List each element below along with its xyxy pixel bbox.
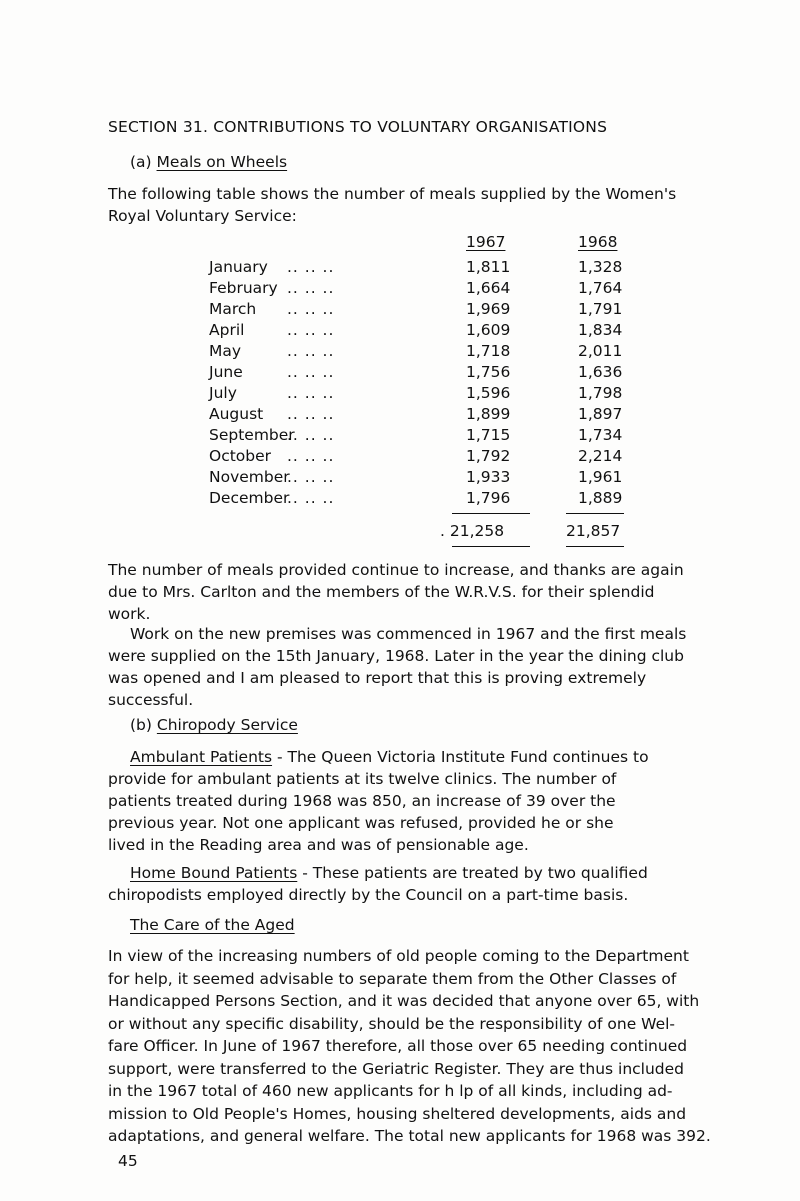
meals-subheading-prefix: (a) bbox=[130, 153, 152, 171]
value-1967: 1,609 bbox=[466, 321, 511, 339]
value-1968: 1,889 bbox=[578, 489, 623, 507]
meals-intro-line: The following table shows the number of meals supplied by the Women's bbox=[108, 185, 677, 203]
text-line: were supplied on the 15th January, 1968. Later in the year the dining club bbox=[108, 647, 684, 665]
text-line: was opened and I am pleased to report that this is proving extremely bbox=[108, 669, 647, 687]
text-line: The number of meals provided continue to increase, and thanks are again bbox=[108, 561, 684, 579]
meals-subheading-title: Meals on Wheels bbox=[156, 153, 288, 171]
value-1967: 1,715 bbox=[466, 426, 511, 444]
text-line: in the 1967 total of 460 new applicants for h lp of all kinds, including ad- bbox=[108, 1082, 673, 1100]
month-label: June bbox=[209, 363, 243, 381]
text-line: Handicapped Persons Section, and it was decided that anyone over 65, with bbox=[108, 992, 700, 1010]
value-1967: 1,792 bbox=[466, 447, 511, 465]
meals-paragraph-2 bbox=[108, 623, 728, 711]
total-rule-top bbox=[452, 513, 530, 514]
homebound-text: - These patients are treated by two qualified bbox=[297, 864, 648, 882]
value-1967: 1,899 bbox=[466, 405, 511, 423]
total-rule-top bbox=[566, 513, 624, 514]
text-line: patients treated during 1968 was 850, an increase of 39 over the bbox=[108, 792, 616, 810]
text-line: Work on the new premises was commenced in 1967 and the first meals bbox=[130, 625, 687, 643]
value-1968: 1,798 bbox=[578, 384, 623, 402]
meals-paragraph-1 bbox=[108, 559, 728, 625]
text-line: successful. bbox=[108, 691, 194, 709]
leader-dots: .. .. .. bbox=[287, 363, 335, 381]
meals-subheading bbox=[130, 153, 287, 171]
column-header-1968: 1968 bbox=[578, 233, 618, 251]
text-line bbox=[108, 862, 728, 884]
leader-dots: .. .. .. bbox=[287, 342, 335, 360]
leader-dots: .. .. .. bbox=[287, 489, 335, 507]
leader-dots: .. .. .. bbox=[287, 405, 335, 423]
text-line: previous year. Not one applicant was refused, provided he or she bbox=[108, 814, 614, 832]
value-1968: 1,636 bbox=[578, 363, 623, 381]
value-1967: 1,796 bbox=[466, 489, 511, 507]
month-label: March bbox=[209, 300, 257, 318]
month-label: July bbox=[209, 384, 237, 402]
value-1968: 1,961 bbox=[578, 468, 623, 486]
total-1967: . 21,258 bbox=[440, 522, 505, 540]
chiropody-subheading-title: Chiropody Service bbox=[156, 716, 298, 734]
value-1967: 1,933 bbox=[466, 468, 511, 486]
meals-intro-line: Royal Voluntary Service: bbox=[108, 207, 297, 225]
month-label: August bbox=[209, 405, 264, 423]
leader-dots: .. .. .. bbox=[287, 468, 335, 486]
month-label: January bbox=[209, 258, 268, 276]
value-1968: 2,214 bbox=[578, 447, 623, 465]
ambulant-paragraph bbox=[108, 746, 728, 856]
aged-heading: The Care of the Aged bbox=[130, 916, 295, 934]
month-label: February bbox=[209, 279, 278, 297]
leader-dots: .. .. .. bbox=[287, 321, 335, 339]
chiropody-subheading bbox=[130, 716, 298, 734]
chiropody-subheading-prefix: (b) bbox=[130, 716, 152, 734]
leader-dots: .. .. .. bbox=[287, 300, 335, 318]
total-rule-bottom bbox=[566, 546, 624, 547]
page-number: 45 bbox=[118, 1152, 138, 1170]
value-1968: 1,734 bbox=[578, 426, 623, 444]
text-line: or without any specific disability, should be the responsibility of one Wel- bbox=[108, 1014, 676, 1033]
text-line: In view of the increasing numbers of old people coming to the Department bbox=[108, 947, 689, 965]
text-line: due to Mrs. Carlton and the members of the W.R.V.S. for their splendid bbox=[108, 583, 655, 601]
value-1968: 1,897 bbox=[578, 405, 623, 423]
text-line: lived in the Reading area and was of pensionable age. bbox=[108, 836, 529, 854]
value-1968: 2,011 bbox=[578, 342, 623, 360]
value-1968: 1,791 bbox=[578, 300, 623, 318]
month-label: October bbox=[209, 447, 272, 465]
leader-dots: .. .. .. bbox=[287, 426, 335, 444]
text-line: fare Officer. In June of 1967 therefore, all those over 65 needing continued bbox=[108, 1037, 688, 1055]
ambulant-label: Ambulant Patients bbox=[130, 748, 273, 766]
value-1967: 1,811 bbox=[466, 258, 511, 276]
homebound-label: Home Bound Patients bbox=[130, 864, 298, 882]
month-label: November bbox=[209, 468, 290, 486]
text-line: mission to Old People's Homes, housing sheltered developments, aids and bbox=[108, 1104, 687, 1123]
leader-dots: .. .. .. bbox=[287, 279, 335, 297]
text-line: chiropodists employed directly by the Council on a part-time basis. bbox=[108, 886, 629, 904]
month-label: April bbox=[209, 321, 245, 339]
total-1968: 21,857 bbox=[566, 522, 621, 540]
value-1968: 1,328 bbox=[578, 258, 623, 276]
value-1967: 1,756 bbox=[466, 363, 511, 381]
month-label: September bbox=[209, 426, 295, 444]
leader-dots: .. .. .. bbox=[287, 258, 335, 276]
text-line bbox=[108, 746, 728, 768]
month-label: December bbox=[209, 489, 290, 507]
text-line: adaptations, and general welfare. The total new applicants for 1968 was 392. bbox=[108, 1127, 711, 1145]
value-1967: 1,664 bbox=[466, 279, 511, 297]
month-label: May bbox=[209, 342, 242, 360]
meals-intro bbox=[108, 183, 728, 227]
aged-paragraph bbox=[108, 945, 728, 1148]
text-line: work. bbox=[108, 605, 151, 623]
text-line: for help, it seemed advisable to separate them from the Other Classes of bbox=[108, 969, 677, 988]
ambulant-text: - The Queen Victoria Institute Fund continues to bbox=[272, 748, 649, 766]
homebound-paragraph bbox=[108, 862, 728, 906]
value-1967: 1,969 bbox=[466, 300, 511, 318]
text-line: support, were transferred to the Geriatric Register. They are thus included bbox=[108, 1059, 685, 1078]
text-line: provide for ambulant patients at its twelve clinics. The number of bbox=[108, 770, 617, 788]
section-heading: SECTION 31. CONTRIBUTIONS TO VOLUNTARY ORGANISATIONS bbox=[108, 118, 608, 136]
leader-dots: .. .. .. bbox=[287, 447, 335, 465]
value-1968: 1,764 bbox=[578, 279, 623, 297]
leader-dots: .. .. .. bbox=[287, 384, 335, 402]
total-rule-bottom bbox=[452, 546, 530, 547]
value-1967: 1,718 bbox=[466, 342, 511, 360]
column-header-1967: 1967 bbox=[466, 233, 506, 251]
value-1968: 1,834 bbox=[578, 321, 623, 339]
value-1967: 1,596 bbox=[466, 384, 511, 402]
